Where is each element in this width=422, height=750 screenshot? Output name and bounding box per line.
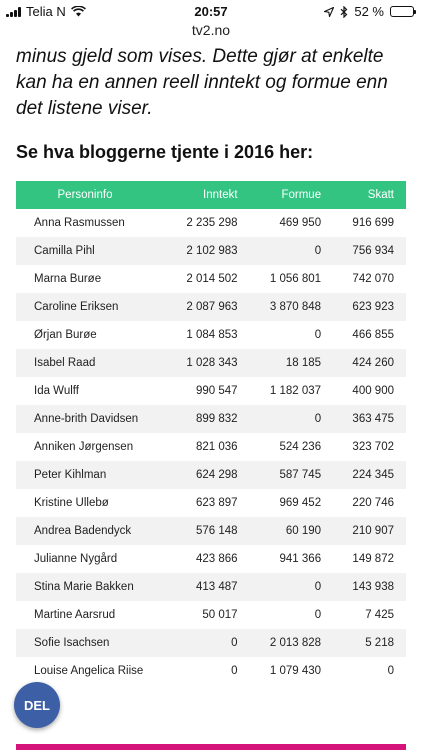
cell-formue: 0 <box>314 609 322 621</box>
cell-skatt: 756 934 <box>352 245 394 257</box>
income-table <box>16 181 406 685</box>
cell-name: Stina Marie Bakken <box>34 581 134 593</box>
cell-formue: 60 190 <box>285 525 322 537</box>
table-row <box>16 629 406 657</box>
cell-inntekt: 1 084 853 <box>186 329 238 341</box>
cell-formue: 524 236 <box>279 441 322 453</box>
cell-name: Peter Kihlman <box>34 469 107 481</box>
battery-icon <box>390 6 414 17</box>
table-row <box>16 237 406 265</box>
cell-name: Martine Aarsrud <box>34 609 116 621</box>
table-row <box>16 265 406 293</box>
cell-skatt: 363 475 <box>352 413 394 425</box>
cell-formue: 0 <box>314 413 322 425</box>
table-row <box>16 321 406 349</box>
column-header-formue[interactable]: Formue <box>281 189 322 201</box>
table-row <box>16 545 406 573</box>
cell-inntekt: 1 028 343 <box>186 357 238 369</box>
status-right <box>324 4 414 19</box>
cell-name: Anna Rasmussen <box>34 217 125 229</box>
cell-inntekt: 623 897 <box>195 497 238 509</box>
cell-inntekt: 2 102 983 <box>186 245 238 257</box>
cell-inntekt: 2 235 298 <box>186 217 238 229</box>
cell-inntekt: 899 832 <box>195 413 238 425</box>
cell-name: Anne-brith Davidsen <box>34 413 139 425</box>
article-paragraph: minus gjeld som vises. Dette gjør at enkelte kan ha en annen reell inntekt og formue enn det listene viser. <box>16 46 388 119</box>
status-time: 20:57 <box>194 4 228 19</box>
cell-inntekt: 2 087 963 <box>186 301 238 313</box>
cell-skatt: 143 938 <box>352 581 394 593</box>
cell-inntekt: 821 036 <box>195 441 238 453</box>
cell-skatt: 916 699 <box>352 217 394 229</box>
cell-skatt: 149 872 <box>352 553 394 565</box>
cell-name: Ørjan Burøe <box>34 329 97 341</box>
table-row <box>16 573 406 601</box>
cell-skatt: 0 <box>387 665 394 677</box>
carrier-name: Telia N <box>26 4 66 19</box>
cell-inntekt: 423 866 <box>195 553 238 565</box>
table-row <box>16 461 406 489</box>
table-row <box>16 657 406 685</box>
cell-skatt: 623 923 <box>352 301 394 313</box>
cell-skatt: 424 260 <box>352 357 394 369</box>
cell-skatt: 323 702 <box>352 441 394 453</box>
cell-formue: 2 013 828 <box>269 637 322 649</box>
cell-inntekt: 50 017 <box>202 609 238 621</box>
cell-name: Julianne Nygård <box>34 553 118 565</box>
table-header-row <box>16 181 406 209</box>
column-header-skatt[interactable]: Skatt <box>367 189 394 201</box>
cell-skatt: 210 907 <box>352 525 394 537</box>
table-row <box>16 209 406 237</box>
table-row <box>16 293 406 321</box>
bluetooth-icon <box>340 6 348 18</box>
cell-skatt: 5 218 <box>365 637 394 649</box>
table-body <box>16 209 406 685</box>
cell-formue: 587 745 <box>279 469 322 481</box>
cell-formue: 0 <box>314 245 322 257</box>
cell-name: Louise Angelica Riise <box>34 665 144 677</box>
cell-inntekt: 413 487 <box>195 581 238 593</box>
cell-name: Caroline Eriksen <box>34 301 119 313</box>
cell-formue: 469 950 <box>279 217 322 229</box>
cell-inntekt: 0 <box>231 665 238 677</box>
cell-formue: 1 056 801 <box>269 273 322 285</box>
cell-formue: 0 <box>314 329 322 341</box>
table-row <box>16 601 406 629</box>
cell-formue: 1 079 430 <box>269 665 322 677</box>
footer-bar <box>16 744 406 750</box>
cell-formue: 941 366 <box>279 553 322 565</box>
column-header-personinfo[interactable]: Personinfo <box>57 189 113 201</box>
cell-formue: 1 182 037 <box>269 385 322 397</box>
table-row <box>16 377 406 405</box>
table-row <box>16 349 406 377</box>
table-row <box>16 517 406 545</box>
table-row <box>16 405 406 433</box>
cell-name: Anniken Jørgensen <box>34 441 134 453</box>
cell-skatt: 220 746 <box>352 497 394 509</box>
share-button[interactable]: DEL <box>14 682 60 728</box>
cell-name: Isabel Raad <box>34 357 96 369</box>
cell-skatt: 400 900 <box>352 385 394 397</box>
cell-name: Marna Burøe <box>34 273 102 285</box>
section-heading: Se hva bloggerne tjente i 2016 her: <box>16 142 314 162</box>
cell-inntekt: 990 547 <box>195 385 238 397</box>
cell-inntekt: 624 298 <box>195 469 238 481</box>
cell-name: Ida Wulff <box>34 385 79 397</box>
table-row <box>16 433 406 461</box>
cell-formue: 18 185 <box>285 357 322 369</box>
cell-inntekt: 2 014 502 <box>186 273 238 285</box>
cell-name: Andrea Badendyck <box>34 525 132 537</box>
cell-skatt: 466 855 <box>352 329 394 341</box>
cell-skatt: 224 345 <box>352 469 394 481</box>
cell-name: Kristine Ullebø <box>34 497 109 509</box>
cell-skatt: 7 425 <box>365 609 394 621</box>
cell-formue: 0 <box>314 581 322 593</box>
location-arrow-icon <box>324 7 334 17</box>
address-bar[interactable]: tv2.no <box>191 22 231 38</box>
table-row <box>16 489 406 517</box>
cell-name: Sofie Isachsen <box>34 637 110 649</box>
cell-inntekt: 0 <box>231 637 238 649</box>
cell-formue: 969 452 <box>279 497 322 509</box>
cell-skatt: 742 070 <box>352 273 394 285</box>
status-bar <box>0 0 422 24</box>
cell-name: Camilla Pihl <box>34 245 95 257</box>
battery-percentage: 52 % <box>354 4 384 19</box>
column-header-inntekt[interactable]: Inntekt <box>203 189 238 201</box>
cell-inntekt: 576 148 <box>195 525 238 537</box>
cell-formue: 3 870 848 <box>269 301 322 313</box>
